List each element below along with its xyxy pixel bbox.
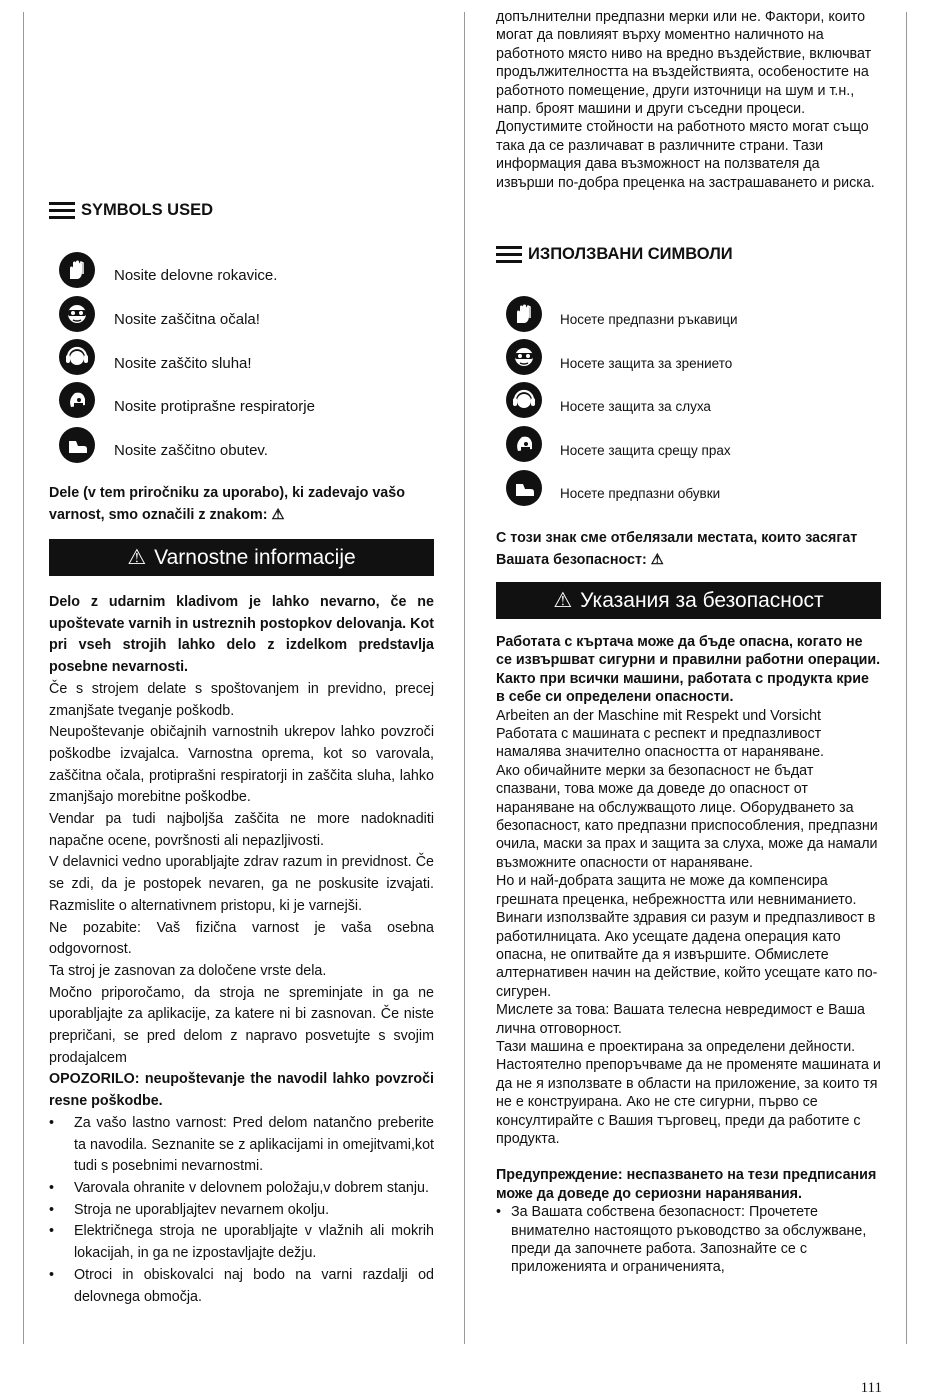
- paragraph: Vendar pa tudi najboljša zaščita ne more nadoknaditi napačne ocene, površnosti ali nepazljivosti.: [49, 811, 434, 849]
- marked-note-right: С този знак сме отбелязали местата, които засягат Вашата безопасност: ⚠: [496, 530, 858, 568]
- bullet-item: • Za vašo lastno varnost: Pred delom natančno preberite ta navodila. Seznanite se z aplikacijami in omejitvami,kot tudi s posebnimi nevarnostmi.: [49, 1113, 434, 1178]
- bullet-list: [496, 1203, 881, 1277]
- symbol-row-gloves: [506, 296, 542, 332]
- bullet-item: • Otroci in obiskovalci naj bodo na varni razdalji od delovnega območja.: [49, 1265, 434, 1308]
- gloves-icon: [506, 296, 542, 332]
- safety-banner-right: [496, 582, 881, 619]
- symbols-heading-text: ИЗПОЛЗВАНИ СИМВОЛИ: [528, 245, 733, 263]
- safety-shoe-icon: [506, 470, 542, 506]
- warning-bold: Предупреждение: неспазването на тези предписания може да доведе до сериозни наранявания.: [496, 1167, 877, 1202]
- paragraph: Винаги използвайте здравия си разум и предпазливост в работилницата. Ако усещате дадена операция като опасна, не опитвайте да я извършите. Обмислете алтернативен начин на действие, който усещате като по-сигурен.: [496, 910, 878, 1000]
- symbol-text-shoe: Носете предпазни обувки: [560, 486, 721, 501]
- menu-lines-icon: [496, 246, 522, 263]
- symbols-heading-right: [496, 245, 733, 264]
- safety-shoe-icon: [59, 427, 95, 463]
- marked-note-left: Dele (v tem priročniku za uporabo), ki zadevajo vašo varnost, smo označili z znakom: ⚠: [49, 485, 405, 523]
- paragraph: Ако обичайните мерки за безопасност не бъдат спазвани, това може да доведе до опасност от нараняване на обслужващото лице. Оборудването за безопасност, като предпазни приспособления, предпазни очила, маски за прах и защита за слуха, може да намали възможните опасности от нараняване.: [496, 762, 878, 871]
- paragraph: Мислете за това: Вашата телесна невредимост е Ваша лична отговорност.: [496, 1002, 865, 1037]
- safety-text-left: [49, 592, 434, 1308]
- symbol-text-gloves: Носете предпазни ръкавици: [560, 312, 738, 327]
- symbol-row-ear: [506, 382, 542, 418]
- left-margin-rule: [23, 12, 24, 1344]
- top-paragraph-right: допълнителни предпазни мерки или не. Фактори, които могат да повлияят върху моментно наличното на работното място ниво на вредно въздействие, включват продължителността на въздействията, особеностите на работното помещение, други източници на шум и т.н., напр. броят машини и други съседни процеси. Допустимите стойности на работното място могат също така да се различават в различните страни. Тази информация дава възможност на ползвателя да извърши по-добра преценка на застрашаването и риска.: [496, 9, 875, 191]
- paragraph: Ta stroj je zasnovan za določene vrste dela.: [49, 962, 327, 979]
- ear-protection-icon: [59, 339, 95, 375]
- paragraph: Ne pozabite: Vaš fizična varnost je vaša osebna odgovornost.: [49, 919, 434, 958]
- paragraph: Но и най-добрата защита не може да компенсира грешната преценка, небрежността или невниманието.: [496, 873, 857, 908]
- ear-protection-icon: [506, 382, 542, 418]
- safety-banner-title: Varnostne informacije: [154, 545, 356, 569]
- safety-banner-left: [49, 539, 434, 576]
- symbol-text-ear: Носете защита за слуха: [560, 399, 711, 414]
- warning-bold: OPOZORILO: neupoštevanje the navodil lahko povzroči resne poškodbe.: [49, 1071, 434, 1110]
- symbol-row-goggles: [59, 296, 95, 332]
- warning-triangle-icon: ⚠: [553, 589, 573, 612]
- symbol-row-respirator: [59, 382, 95, 418]
- paragraph: Настоятелно препоръчваме да не променяте машината и да не я използвате в области на приложение, за които тя не е конструирана. Ако не сте сигурни, първо се консултирайте с Вашия търговец, преди да работите с продукта.: [496, 1057, 881, 1147]
- paragraph: Arbeiten an der Maschine mit Respekt und Vorsicht: [496, 707, 822, 724]
- goggles-icon: [59, 296, 95, 332]
- bullet-item: • За Вашата собствена безопасност: Прочетете внимателно настоящото ръководство за обслужване, преди да започнете работа. Запознайте се с приложенията и ограниченията,: [496, 1203, 881, 1277]
- symbol-text-gloves: Nosite delovne rokavice.: [114, 267, 278, 284]
- symbol-row-goggles: [506, 339, 542, 375]
- safety-text-right: [496, 633, 881, 1277]
- symbol-text-goggles: Nosite zaščitna očala!: [114, 311, 260, 328]
- paragraph: Neupoštevanje običajnih varnostnih ukrepov lahko povzroči poškodbe izvajalca. Varnostna oprema, kot so varovala, zaščitna očala, protiprašni respiratorji in zaščita sluha, lahko zmanjšajo morebitne poškodbe.: [49, 724, 434, 806]
- symbol-text-shoe: Nosite zaščitno obutev.: [114, 442, 268, 459]
- bullet-item: • Varovala ohranite v delovnem položaju,v dobrem stanju.: [49, 1178, 434, 1200]
- symbol-text-goggles: Носете защита за зрението: [560, 356, 733, 371]
- respirator-icon: [506, 426, 542, 462]
- symbols-heading-text: SYMBOLS USED: [81, 201, 214, 219]
- symbol-text-respirator: Nosite protiprašne respiratorje: [114, 398, 315, 415]
- paragraph: Работата с машината с респект и предпазливост намалява значително опасността от нараняване.: [496, 726, 825, 761]
- intro-bold: Работата с къртача може да бъде опасна, когато не се извършват сигурни и правилни работни операции. Както при всички машини, работата с продукта крие в себе си определени опасности.: [496, 634, 881, 706]
- safety-banner-title: Указания за безопасност: [580, 588, 824, 612]
- symbol-text-respirator: Носете защита срещу прах: [560, 443, 731, 458]
- symbol-row-gloves: [59, 252, 95, 288]
- symbol-row-shoe: [59, 427, 95, 463]
- bullet-list: [49, 1113, 434, 1308]
- right-margin-rule: [906, 12, 907, 1344]
- symbols-heading-left: [49, 201, 213, 220]
- symbol-row-respirator: [506, 426, 542, 462]
- menu-lines-icon: [49, 202, 75, 219]
- respirator-icon: [59, 382, 95, 418]
- intro-bold: Delo z udarnim kladivom je lahko nevarno, če ne upoštevate varnih in ustreznih postopkov delovanja. Kot pri vseh strojih lahko delo z izdelkom predstavlja posebne nevarnosti.: [49, 594, 434, 676]
- warning-triangle-icon: ⚠: [127, 546, 147, 569]
- paragraph: V delavnici vedno uporabljajte zdrav razum in previdnost. Če se zdi, da je postopek nevaren, ga ne poskusite izvajati. Razmislite o alternativnem pristopu, ki je varnejši.: [49, 854, 434, 914]
- page-number: 111: [860, 1380, 882, 1396]
- gloves-icon: [59, 252, 95, 288]
- bullet-item: • Električnega stroja ne uporabljajte v vlažnih ali mokrih lokacijah, in ga ne izpostavljajte dežju.: [49, 1221, 434, 1264]
- goggles-icon: [506, 339, 542, 375]
- paragraph: Тази машина е проектирана за определени дейности.: [496, 1038, 856, 1055]
- symbol-row-shoe: [506, 470, 542, 506]
- paragraph: Če s strojem delate s spoštovanjem in previdno, precej zmanjšate tveganje poškodb.: [49, 680, 434, 719]
- symbol-text-ear: Nosite zaščito sluha!: [114, 355, 252, 372]
- paragraph: Močno priporočamo, da stroja ne spreminjate in ga ne uporabljajte za aplikacije, za katere ni bi zasnovan. Če niste prepričani, se pred delom z napravo posvetujte s svojim prodajalcem: [49, 984, 434, 1066]
- column-divider-rule: [464, 12, 465, 1344]
- symbol-row-ear: [59, 339, 95, 375]
- bullet-item: • Stroja ne uporabljajtev nevarnem okolju.: [49, 1200, 434, 1222]
